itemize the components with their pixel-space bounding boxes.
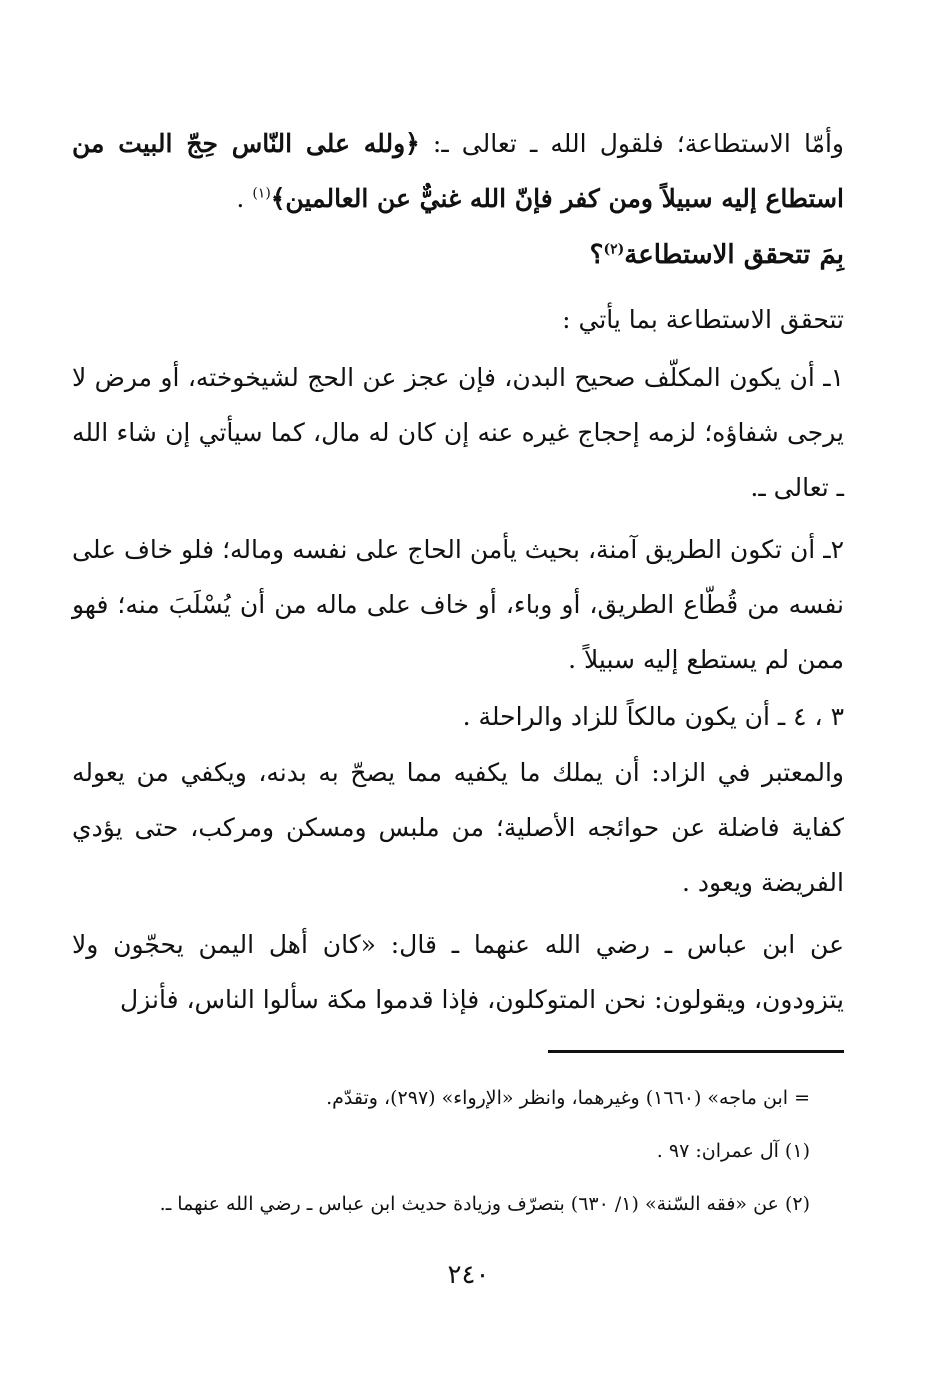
paragraph-istitaah-verse bbox=[72, 116, 844, 226]
footnotes bbox=[72, 1072, 810, 1231]
hadith-paragraph: عن ابن عباس ـ رضي الله عنهما ـ قال: «كان أهل اليمن يحجّون ولا يتزودون، ويقولون: نحن المتوكلون، فإذا قدموا مكة سألوا الناس، فأنزل bbox=[72, 930, 844, 1014]
paragraph-end: . bbox=[236, 184, 253, 213]
quran-verse: ﴿ولله على النّاس حِجّ البيت من استطاع إليه سبيلاً ومن كفر فإنّ الله غنيٌّ عن العالمين﴾ bbox=[72, 129, 844, 213]
paragraph-intro: وأمّا الاستطاعة؛ فلقول الله ـ تعالى ـ: bbox=[419, 129, 844, 158]
footnote-1: (١) آل عمران: ٩٧ . bbox=[656, 1140, 810, 1162]
section-heading bbox=[590, 228, 844, 283]
heading-text: بِمَ تتحقق الاستطاعة bbox=[624, 240, 844, 270]
heading-end: ؟ bbox=[589, 240, 604, 270]
footnote-continuation: = ابن ماجه» (١٦٦٠) وغيرهما، وانظر «الإرواء» (٢٩٧)، وتقدّم. bbox=[326, 1087, 810, 1109]
footnote-2: (٢) عن «فقه السّنة» (١/ ٦٣٠) بتصرّف وزيادة حديث ابن عباس ـ رضي الله عنهما ـ. bbox=[159, 1193, 810, 1215]
condition-3-4: ٣ ، ٤ ـ أن يكون مالكاً للزاد والراحلة . bbox=[462, 702, 844, 731]
footnote-ref-1[interactable]: (١) bbox=[252, 185, 271, 202]
condition-1: ١ـ أن يكون المكلّف صحيح البدن، فإن عجز عن الحج لشيخوخته، أو مرض لا يرجى شفاؤه؛ لزمه إحجاج غيره عنه إن كان له مال، كما سيأتي إن شاء الله ـ تعالى ـ. bbox=[72, 363, 844, 502]
intro-line: تتحقق الاستطاعة بما يأتي : bbox=[562, 305, 844, 334]
zad-paragraph: والمعتبر في الزاد: أن يملك ما يكفيه مما يصحّ به بدنه، ويكفي من يعوله كفاية فاضلة عن حوائجه الأصلية؛ من ملبس ومسكن ومركب، حتى يؤدي الفريضة ويعود . bbox=[72, 758, 844, 897]
footnote-divider bbox=[548, 1050, 844, 1053]
footnote-ref-2[interactable]: (٢) bbox=[603, 241, 625, 258]
page-number: ٢٤٠ bbox=[447, 1260, 490, 1290]
condition-2: ٢ـ أن تكون الطريق آمنة، بحيث يأمن الحاج على نفسه وماله؛ فلو خاف على نفسه من قُطّاع الطريق، أو وباء، أو خاف على ماله من أن يُسْلَبَ منه؛ فهو ممن لم يستطع إليه سبيلاً . bbox=[72, 535, 844, 674]
